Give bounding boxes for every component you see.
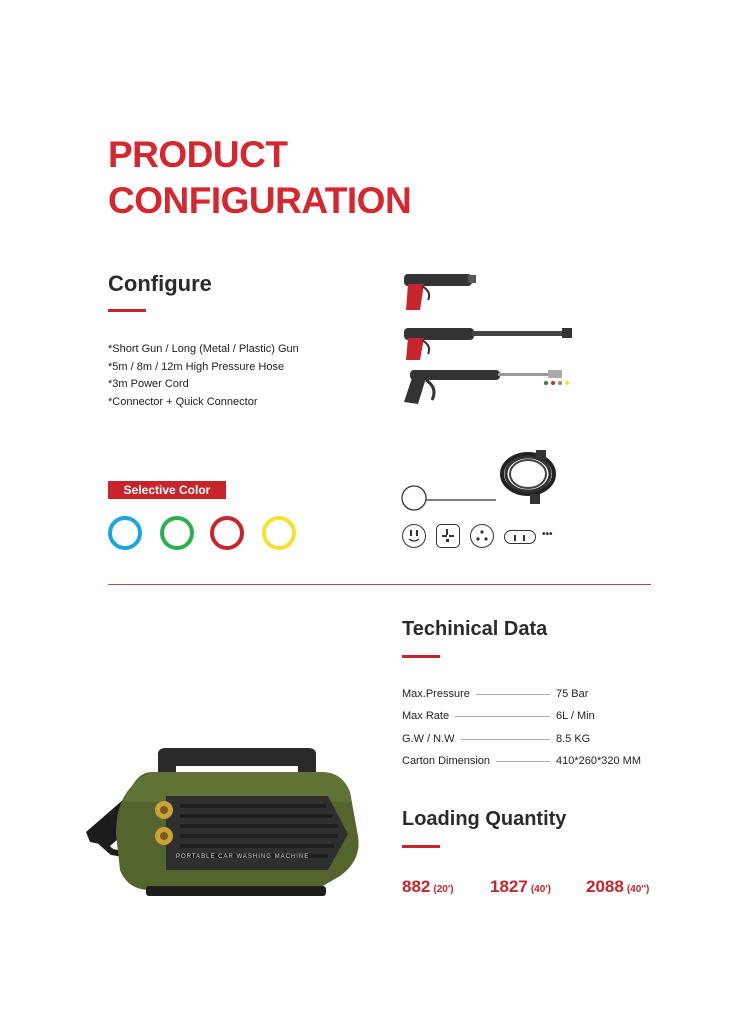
- pressure-washer-image: [80, 742, 360, 900]
- loading-unit: (20'): [433, 884, 454, 895]
- list-item: *Connector + Quick Connector: [108, 395, 258, 408]
- color-option-yellow[interactable]: [262, 516, 296, 550]
- loading-heading: Loading Quantity: [402, 808, 567, 830]
- color-option-green[interactable]: [160, 516, 194, 550]
- pressure-washer-icon: [80, 742, 360, 900]
- short-gun-icon: [404, 274, 476, 310]
- loading-qty: 2088: [586, 877, 624, 896]
- spec-label: Max Rate: [402, 710, 450, 722]
- section-divider: [108, 584, 651, 585]
- spec-label: G.W / N.W: [402, 733, 455, 745]
- configure-heading: Configure: [108, 271, 212, 296]
- loading-item-40hq: [586, 877, 649, 897]
- technical-heading: Techinical Data: [402, 618, 548, 640]
- spec-row: [402, 686, 652, 702]
- spec-value: 410*260*320 MM: [556, 755, 642, 767]
- list-item: *5m / 8m / 12m High Pressure Hose: [108, 360, 285, 373]
- cord-hose-image: [398, 446, 562, 514]
- configure-underline: [108, 309, 146, 312]
- title-line-2: CONFIGURATION: [108, 180, 412, 221]
- technical-underline: [402, 655, 440, 658]
- hose-coil-icon: [502, 450, 554, 504]
- power-cord-icon: [402, 486, 496, 510]
- loading-unit: (40''): [626, 884, 650, 895]
- leader-line: [455, 716, 550, 717]
- spec-row: [402, 753, 652, 769]
- spec-label: Max.Pressure: [402, 688, 470, 700]
- selective-color-label: Selective Color: [108, 481, 226, 499]
- color-option-blue[interactable]: [108, 516, 142, 550]
- list-item: *Short Gun / Long (Metal / Plastic) Gun: [108, 343, 299, 355]
- list-item: *3m Power Cord: [108, 378, 189, 390]
- spec-label: Carton Dimension: [402, 755, 491, 767]
- spec-value: 8.5 KG: [556, 733, 591, 745]
- loading-item-40ft: [490, 877, 551, 897]
- spray-guns-image: [398, 270, 580, 410]
- loading-item-20ft: [402, 877, 454, 897]
- leader-line: [476, 694, 550, 695]
- spec-value: 6L / Min: [556, 710, 595, 722]
- page-title: [108, 132, 411, 224]
- long-gun-icon: [404, 328, 572, 360]
- leader-line: [461, 739, 550, 740]
- leader-line: [496, 761, 550, 762]
- spec-row: [402, 708, 652, 724]
- title-line-1: PRODUCT: [108, 134, 288, 175]
- plug-uk-icon: [470, 524, 494, 548]
- loading-unit: (40'): [530, 884, 551, 895]
- loading-qty: 1827: [490, 877, 528, 896]
- plug-eu-icon: [402, 524, 426, 548]
- more-plugs-icon: •••: [542, 529, 553, 540]
- loading-qty: 882: [402, 877, 431, 896]
- spec-value: 75 Bar: [556, 688, 589, 700]
- loading-underline: [402, 845, 440, 848]
- plug-us-icon: [504, 530, 536, 544]
- configure-list: [108, 341, 299, 411]
- spec-row: [402, 731, 652, 747]
- product-body-text: PORTABLE CAR WASHING MACHINE: [176, 854, 310, 860]
- plug-au-icon: [436, 524, 460, 548]
- metal-gun-icon: [404, 370, 569, 404]
- color-option-red[interactable]: [210, 516, 244, 550]
